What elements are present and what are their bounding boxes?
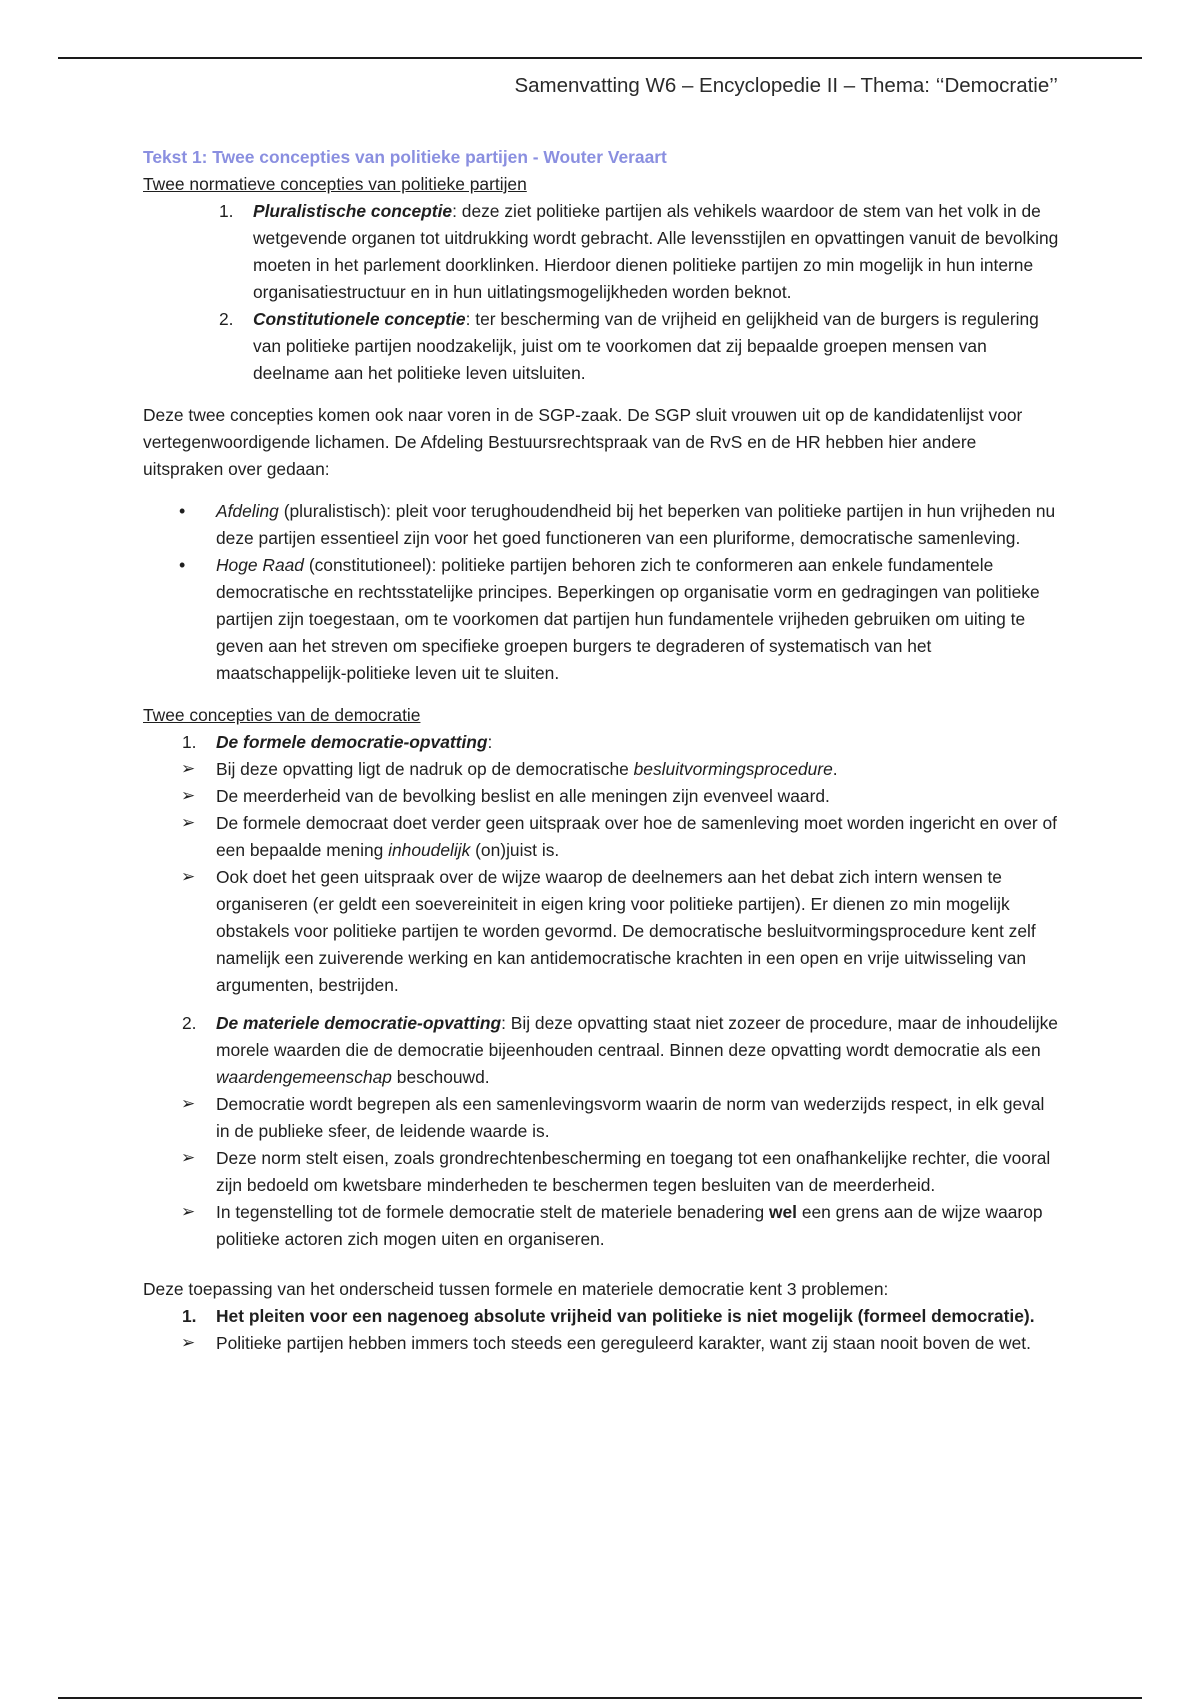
term: Constitutionele conceptie	[253, 309, 466, 329]
list-item	[143, 1303, 1061, 1330]
arrow-bullet-icon: ➢	[181, 1148, 196, 1167]
arrow-item	[143, 810, 1061, 864]
list-number: 1.	[219, 201, 234, 221]
item-text: : deze ziet politieke partijen als vehikels waardoor de stem van het volk in de wetgevende organen tot uitdrukking wordt gebracht. Alle levensstijlen en opvattingen vanuit de bevolking moeten in het parlement doorklinken. Hierdoor dienen politieke partijen zo min mogelijk in hun interne organisatiestructuur en in hun uitlatingsmogelijkheden worden beknot.	[253, 201, 1059, 302]
item-text-end: .	[832, 759, 838, 779]
bullet-item	[143, 498, 1061, 552]
emphasis: waardengemeenschap	[216, 1067, 392, 1087]
bold-word: wel	[768, 1202, 797, 1222]
bullet-item	[143, 552, 1061, 687]
item-text: Democratie wordt begrepen als een samenlevingsvorm waarin de norm van wederzijds respect, in elk geval in de publieke sfeer, de leidende waarde is.	[216, 1094, 1045, 1141]
footer-rule	[58, 1697, 1142, 1699]
term: Hoge Raad	[216, 555, 304, 575]
arrow-bullet-icon: ➢	[181, 786, 196, 805]
arrow-bullet-icon: ➢	[181, 867, 196, 886]
list-number: 2.	[182, 1013, 197, 1033]
document-body	[143, 144, 1061, 1357]
bullet-icon: •	[179, 501, 186, 521]
section-title-normative: Twee normatieve concepties van politieke partijen	[143, 174, 527, 194]
list-item	[143, 198, 1061, 306]
item-text: Ook doet het geen uitspraak over de wijze waarop de deelnemers aan het debat zich intern wensen te organiseren (er geldt een soevereiniteit in eigen kring voor politieke partijen). Er dienen zo min mogelijk obstakels voor politieke partijen te worden gevormd. De democratische besluitvormingsprocedure kent zelf namelijk een zuiverende werking en kan antidemocratische krachten in een open en vrije uitwisseling van argumenten, bestrijden.	[216, 867, 1036, 995]
item-text: : Bij deze opvatting staat niet zozeer de procedure, maar de inhoudelijke morele waarden die de democratie bijeenhouden centraal. Binnen deze opvatting wordt democratie als een	[216, 1013, 1058, 1060]
arrow-item	[143, 1199, 1061, 1253]
item-text: Deze norm stelt eisen, zoals grondrechtenbescherming en toegang tot een onafhankelijke rechter, die vooral zijn bedoeld om kwetsbare minderheden te beschermen tegen besluiten van de meerderheid.	[216, 1148, 1051, 1195]
list-number: 1.	[182, 732, 197, 752]
list-item	[143, 306, 1061, 387]
page-header-title: Samenvatting W6 – Encyclopedie II – Thema: ‘‘Democratie’’	[514, 74, 1058, 97]
item-text: (pluralistisch): pleit voor terughoudendheid bij het beperken van politieke partijen in hun vrijheden nu deze partijen essentieel zijn voor het goed functioneren van een pluriforme, democratische samenleving.	[216, 501, 1056, 548]
item-text: In tegenstelling tot de formele democratie stelt de materiele benadering	[216, 1202, 769, 1222]
item-text-end: een grens aan de wijze waarop politieke actoren zich mogen uiten en organiseren.	[216, 1202, 1043, 1249]
header-rule	[58, 57, 1142, 59]
term: Afdeling	[216, 501, 279, 521]
item-text: : ter bescherming van de vrijheid en gelijkheid van de burgers is regulering van politieke partijen noodzakelijk, juist om te voorkomen dat zij bepaalde groepen mensen van deelname aan het politieke leven uitsluiten.	[253, 309, 1039, 383]
arrow-item	[143, 864, 1061, 999]
term: De materiele democratie-opvatting	[216, 1013, 502, 1033]
item-text: (constitutioneel): politieke partijen behoren zich te conformeren aan enkele fundamentele democratische en rechtsstatelijke principes. Beperkingen op organisatie vorm en gedragingen van politieke partijen zijn toegestaan, om te voorkomen dat partijen hun fundamentele vrijheden gebruiken om uiting te geven aan het streven om specifieke groepen burgers te degraderen of systematisch van het maatschappelijk-politieke leven uit te sluiten.	[216, 555, 1040, 683]
term: De formele democratie-opvatting	[216, 732, 488, 752]
list-item	[143, 729, 1061, 756]
problems-intro: Deze toepassing van het onderscheid tussen formele en materiele democratie kent 3 problemen:	[143, 1279, 889, 1299]
item-text: De formele democraat doet verder geen uitspraak over hoe de samenleving moet worden ingericht en over of een bepaalde mening	[216, 813, 1058, 860]
arrow-item	[143, 756, 1061, 783]
list-number: 2.	[219, 309, 234, 329]
item-text: De meerderheid van de bevolking beslist en alle meningen zijn evenveel waard.	[216, 786, 830, 806]
arrow-item	[143, 1091, 1061, 1145]
item-text: Politieke partijen hebben immers toch steeds een gereguleerd karakter, want zij staan nooit boven de wet.	[216, 1333, 1031, 1353]
list-number: 1.	[182, 1306, 197, 1326]
term: Pluralistische conceptie	[253, 201, 453, 221]
problem-title: Het pleiten voor een nagenoeg absolute vrijheid van politieke is niet mogelijk (formeel democratie).	[216, 1306, 1035, 1326]
colon: :	[487, 732, 493, 752]
list-item	[143, 1010, 1061, 1091]
item-text-end: (on)juist is.	[470, 840, 560, 860]
arrow-bullet-icon: ➢	[181, 1094, 196, 1113]
arrow-item	[143, 783, 1061, 810]
arrow-bullet-icon: ➢	[181, 759, 196, 778]
paragraph-sgp: Deze twee concepties komen ook naar voren in de SGP-zaak. De SGP sluit vrouwen uit op de kandidatenlijst voor vertegenwoordigende lichamen. De Afdeling Bestuursrechtspraak van de RvS en de HR hebben hier andere uitspraken over gedaan:	[143, 405, 1023, 479]
item-text-end: beschouwd.	[391, 1067, 490, 1087]
emphasis: besluitvormingsprocedure	[633, 759, 833, 779]
arrow-bullet-icon: ➢	[181, 1202, 196, 1221]
section-title-democracy: Twee concepties van de democratie	[143, 705, 421, 725]
item-text: Bij deze opvatting ligt de nadruk op de democratische	[216, 759, 634, 779]
arrow-bullet-icon: ➢	[181, 1333, 196, 1352]
arrow-bullet-icon: ➢	[181, 813, 196, 832]
bullet-icon: •	[179, 555, 186, 575]
text-heading: Tekst 1: Twee concepties van politieke partijen - Wouter Veraart	[143, 147, 667, 167]
emphasis: inhoudelijk	[388, 840, 471, 860]
arrow-item	[143, 1330, 1061, 1357]
arrow-item	[143, 1145, 1061, 1199]
